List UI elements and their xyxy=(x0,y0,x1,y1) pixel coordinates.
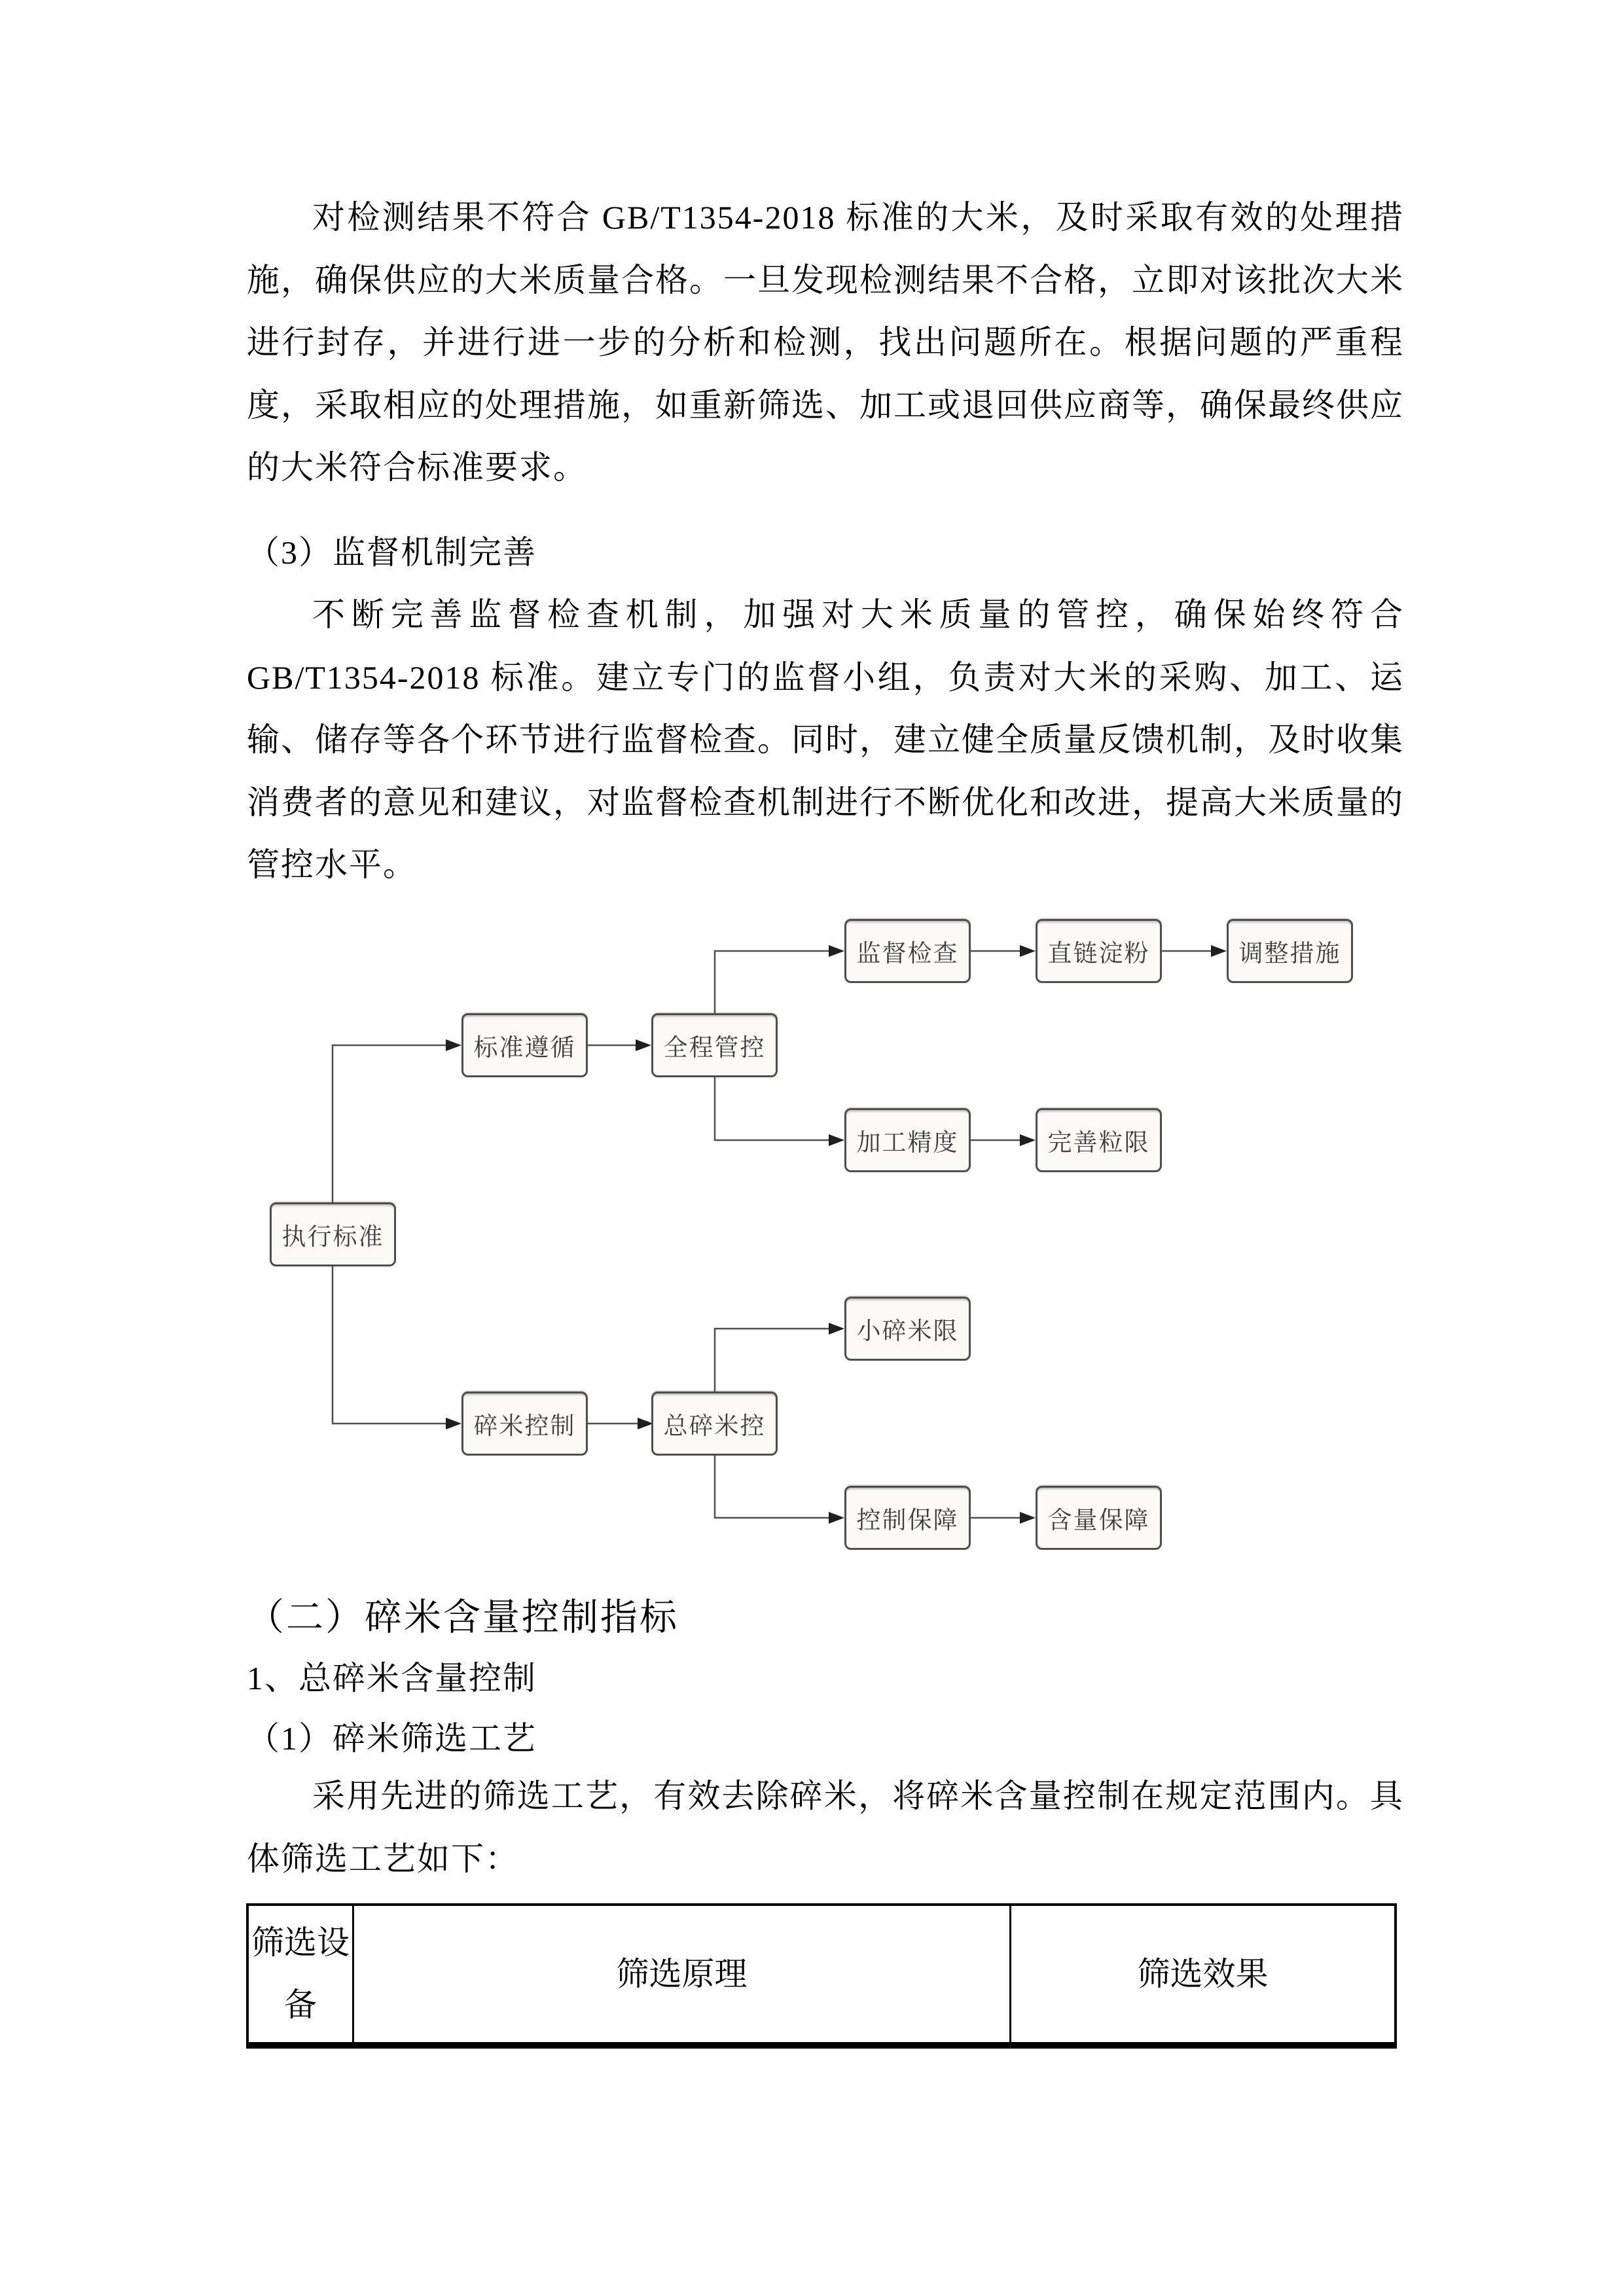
flow-node-standard-compliance xyxy=(461,1013,588,1077)
flow-node-content-guarantee xyxy=(1036,1486,1162,1550)
flow-node-label: 总碎米控 xyxy=(663,1413,766,1440)
flow-node-exec-standard xyxy=(270,1202,396,1266)
flow-node-label: 监督检查 xyxy=(856,941,959,967)
flow-node-control-guarantee xyxy=(844,1486,971,1550)
flow-node-label: 执行标准 xyxy=(281,1224,384,1251)
flow-node-broken-rice-control xyxy=(461,1391,588,1456)
table-header-equipment: 筛选设备 xyxy=(251,1924,350,2023)
flow-node-label: 小碎米限 xyxy=(856,1318,959,1345)
flow-node-total-broken-rice-ctrl xyxy=(651,1391,778,1456)
flow-node-label: 直链淀粉 xyxy=(1047,941,1150,967)
flow-node-supervision-check xyxy=(844,919,971,983)
flow-node-label: 加工精度 xyxy=(856,1130,959,1157)
paragraph-screening-process-intro: 采用先进的筛选工艺，有效去除碎米，将碎米含量控制在规定范围内。具体筛选工艺如下： xyxy=(247,1778,1404,1877)
flow-node-label: 完善粒限 xyxy=(1047,1130,1150,1157)
table-header-principle: 筛选原理 xyxy=(352,1906,1009,2042)
flow-node-processing-precision xyxy=(844,1108,971,1172)
heading-supervision-mechanism: （3）监督机制完善 xyxy=(247,534,537,571)
flow-node-adjustment-measures xyxy=(1227,919,1353,983)
flow-node-label: 控制保障 xyxy=(856,1507,959,1534)
flow-node-label: 碎米控制 xyxy=(473,1413,576,1440)
flow-node-label: 含量保障 xyxy=(1047,1507,1150,1534)
screening-process-table xyxy=(246,1903,1397,2049)
flow-node-small-broken-rice-limit xyxy=(844,1297,971,1361)
heading-broken-rice-content-indicators: （二）碎米含量控制指标 xyxy=(247,1597,679,1638)
subheading-total-broken-rice-control: 1、总碎米含量控制 xyxy=(247,1660,537,1696)
flow-node-label: 调整措施 xyxy=(1238,941,1341,967)
flow-node-label: 全程管控 xyxy=(663,1035,766,1062)
paragraph-supervision-detail: 不断完善监督检查机制，加强对大米质量的管控，确保始终符合 GB/T1354-2018 标准。建立专门的监督小组，负责对大米的采购、加工、运输、储存等各个环节进行监督检查。同时，建立健全质量反馈机制，及时收集消费者的意见和建议，对监督检查机制进行不断优化和改进，提高大米质量的管控水平。 xyxy=(247,596,1404,883)
flow-node-amylose xyxy=(1036,919,1162,983)
flow-node-improve-grain-limit xyxy=(1036,1108,1162,1172)
paragraph-handling-measures: 对检测结果不符合 GB/T1354-2018 标准的大米，及时采取有效的处理措施，确保供应的大米质量合格。一旦发现检测结果不合格，立即对该批次大米进行封存，并进行进一步的分析和检测，找出问题所在。根据问题的严重程度，采取相应的处理措施，如重新筛选、加工或退回供应商等，确保最终供应的大米符合标准要求。 xyxy=(247,199,1404,486)
subheading-broken-rice-screening-process: （1）碎米筛选工艺 xyxy=(247,1720,537,1757)
table-header-effect: 筛选效果 xyxy=(1009,1906,1394,2042)
flow-node-full-process-control xyxy=(651,1013,778,1077)
flow-node-label: 标准遵循 xyxy=(473,1035,576,1062)
